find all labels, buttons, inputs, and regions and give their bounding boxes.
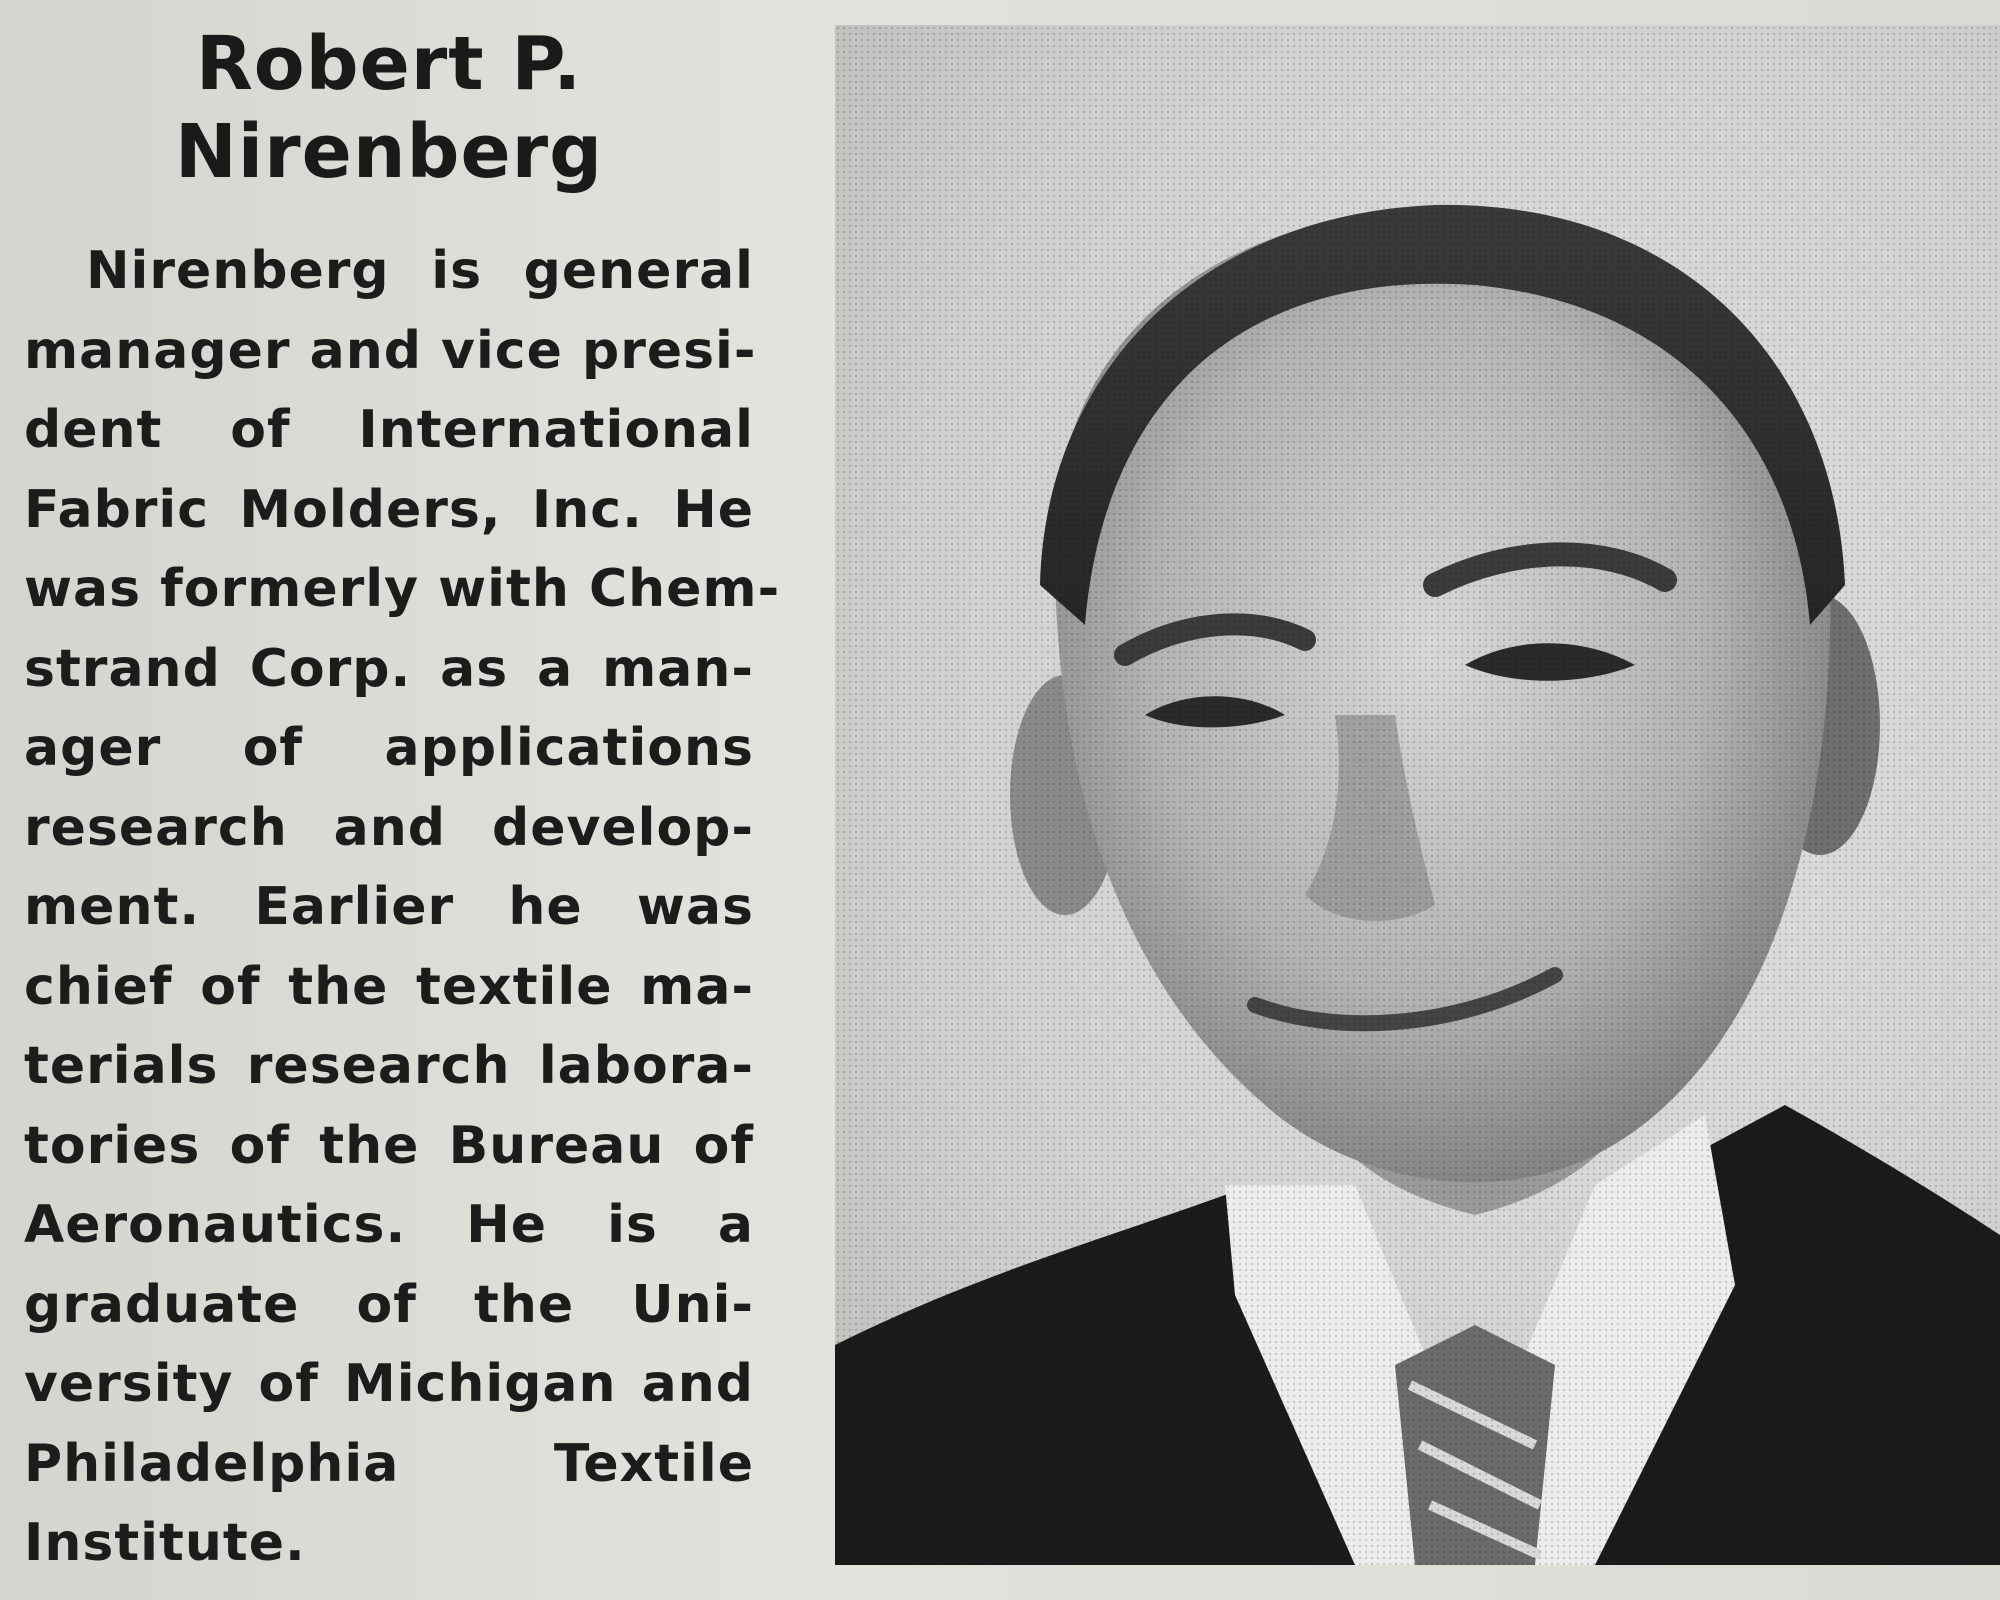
person-name-heading xyxy=(24,20,754,196)
bio-line: research and develop- xyxy=(24,797,754,858)
bio-line: Nirenberg is general xyxy=(86,241,754,301)
bio-line: Fabric Molders, Inc. He xyxy=(24,479,754,540)
portrait-photo-image xyxy=(835,25,2000,1565)
profile-text-column xyxy=(24,20,781,1584)
name-line-1: Robert P. xyxy=(195,21,583,107)
bio-line: manager and vice presi- xyxy=(24,320,757,381)
bio-line: strand Corp. as a man- xyxy=(24,638,754,699)
bio-line: ager of applications xyxy=(24,718,754,778)
bio-line: Philadelphia Textile xyxy=(24,1433,754,1494)
portrait-photo xyxy=(835,25,2000,1565)
bio-line: terials research labora- xyxy=(24,1036,754,1096)
bio-line: ment. Earlier he was xyxy=(24,877,754,937)
bio-line: dent of International xyxy=(24,400,754,460)
bio-line: graduate of the Uni- xyxy=(24,1274,754,1335)
bio-line: was formerly with Chem- xyxy=(24,559,781,619)
bio-line: versity of Michigan and xyxy=(24,1354,754,1414)
bio-line: chief of the textile ma- xyxy=(24,956,754,1017)
bio-line: tories of the Bureau of xyxy=(24,1115,754,1176)
bio-line: Aeronautics. He is a xyxy=(24,1195,754,1255)
bio-paragraph xyxy=(24,232,781,1584)
name-line-2: Nirenberg xyxy=(174,109,604,195)
bio-line: Institute. xyxy=(24,1513,306,1573)
